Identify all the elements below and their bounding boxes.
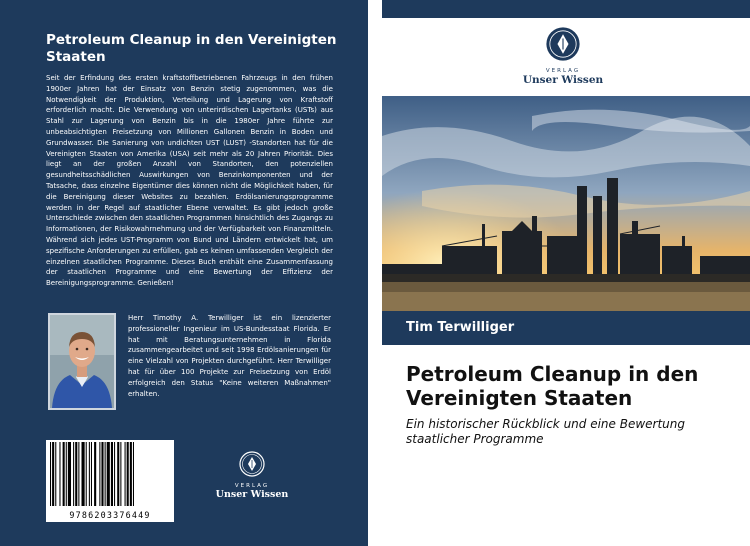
front-publisher-logo	[513, 26, 613, 86]
author-portrait-image	[50, 315, 114, 408]
publisher-name: Unser Wissen	[522, 74, 604, 86]
refinery-illustration	[382, 96, 750, 311]
front-cover-title: Petroleum Cleanup in den Vereinigten Staaten	[406, 362, 699, 410]
isbn-number: 9786203376449	[69, 510, 151, 520]
front-cover-subtitle: Ein historischer Rückblick und eine Bewertung staatlicher Programme	[406, 417, 686, 446]
publisher-verlag-label: VERLAG	[545, 68, 581, 74]
refinery-sunset-photo	[382, 96, 750, 311]
publisher-name: Unser Wissen	[215, 489, 289, 500]
spine	[368, 0, 382, 546]
barcode-bars	[46, 440, 174, 510]
pen-nib-icon	[545, 26, 581, 62]
back-cover-title: Petroleum Cleanup in den Vereinigten Staaten	[46, 32, 337, 65]
author-photo	[48, 313, 116, 410]
isbn-barcode	[46, 440, 174, 522]
pen-nib-icon	[239, 451, 265, 477]
front-author-name: Tim Terwilliger	[406, 320, 515, 335]
author-bio: Herr Timothy A. Terwilliger ist ein lizenzierter professioneller Ingenieur im US-Bundesstaat Florida. Er hat mit Beratungsunternehmen in Florida zusammengearbeitet und seit 1998 Erdölsanierungen für eine Vielzahl von Projekten durchgeführt. Herr Terwilliger hat für über 100 Projekte zur Freisetzung von Erdöl erfolgreich den Status "Keine weiteren Maßnahmen" erhalten.	[128, 314, 331, 398]
back-cover	[0, 0, 368, 546]
author-name-bar	[382, 311, 750, 345]
front-cover	[382, 0, 750, 546]
front-top-band	[382, 0, 750, 18]
back-publisher-logo	[214, 451, 290, 500]
book-description: Seit der Erfindung des ersten kraftstoffbetriebenen Fahrzeugs in den frühen 1900er Jahren hat der Einsatz von Benzin stetig zugenommen, was die Notwendigkeit der Produktion, Verteilung und Lagerung von Kraftstoff erforderlich macht. Die Verwendung von unterirdischen Lagertanks (USTs) aus Stahl zur Lagerung von Benzin bis in die 1980er Jahre führte zur unbeabsichtigten Freisetzung von Millionen Gallonen Benzin in Boden und Grundwasser. Die Sanierung von undichten UST (LUST) -Standorten hat für die Vereinigten Staaten von Amerika (USA) seit mehr als 20 Jahren Priorität. Dies liegt an der großen Anzahl von Standorten, den potenziellen gesundheitsschädlichen Auswirkungen von Benzinkomponenten und der Tatsache, dass einzelne Eigentümer dies können nicht die Möglichkeit haben, für die Bereinigung dieser Websites zu bezahlen. Erdölsanierungsprogramme werden in der Regel auf staatlicher Ebene verwaltet. Es gibt jedoch große Unterschiede zwischen den staatlichen Programmen hinsichtlich des Zugangs zu Informationen, der Risikowahrnehmung und der Verfügbarkeit von Finanzmitteln. Während sich jedes UST-Programm von Bund und Ländern entwickelt hat, um spezifische Anforderungen zu erfüllen, gab es keinen umfassenden Vergleich der einzelnen staatlichen Programme. Dieses Buch enthält eine Zusammenfassung der staatlichen Programme und eine Bewertung der Effizienz der Bereinigungsprogramme. Genießen!	[46, 74, 333, 288]
publisher-verlag-label: VERLAG	[234, 483, 270, 489]
